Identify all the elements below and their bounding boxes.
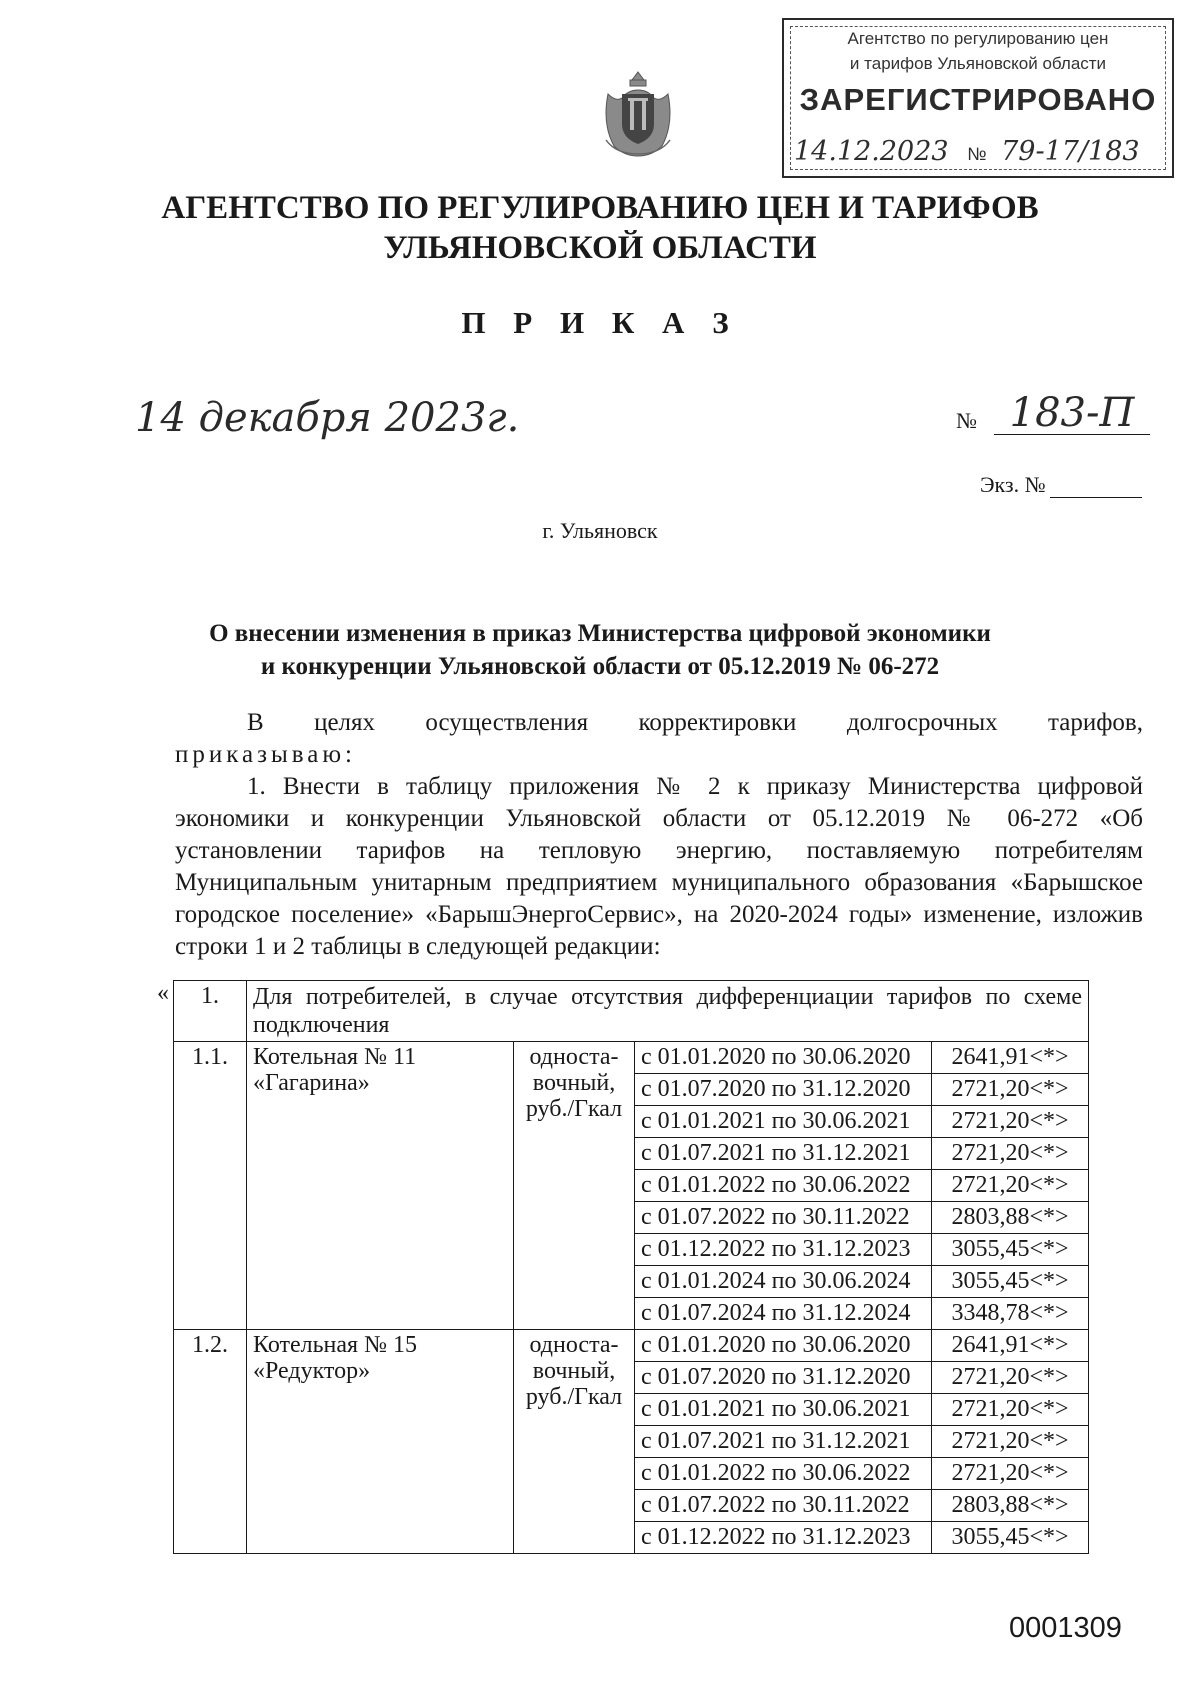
group-number: 1.2.	[174, 1330, 247, 1554]
tariff-unit: односта-вочный, руб./Гкал	[514, 1042, 635, 1330]
boiler-name: Котельная № 11 «Гагарина»	[247, 1042, 514, 1330]
tariff-period: с 01.01.2022 по 30.06.2022	[635, 1170, 932, 1202]
tariff-table	[173, 980, 1089, 1554]
city: г. Ульяновск	[542, 518, 658, 543]
tariff-value: 2721,20<*>	[932, 1074, 1089, 1106]
handwritten-date: 14 декабря 2023г.	[135, 395, 520, 441]
tariff-period: с 01.07.2022 по 30.11.2022	[635, 1202, 932, 1234]
tariff-period: с 01.01.2021 по 30.06.2021	[635, 1394, 932, 1426]
agency-title-line1: АГЕНТСТВО ПО РЕГУЛИРОВАНИЮ ЦЕН И ТАРИФОВ	[161, 190, 1039, 226]
tariff-period: с 01.07.2024 по 31.12.2024	[635, 1298, 932, 1330]
tariff-value: 2641,91<*>	[932, 1330, 1089, 1362]
agency-title	[0, 188, 1200, 268]
tariff-value: 2721,20<*>	[932, 1426, 1089, 1458]
copy-number-label: Экз. №	[980, 472, 1046, 497]
tariff-value: 3055,45<*>	[932, 1234, 1089, 1266]
tariff-value: 2721,20<*>	[932, 1170, 1089, 1202]
order-body	[175, 707, 1143, 963]
coat-of-arms-icon	[600, 70, 676, 158]
body-order-word: приказываю:	[175, 741, 356, 768]
order-number-label: №	[956, 408, 977, 433]
body-intro-line: В целях осуществления корректировки долгосрочных тарифов,	[247, 709, 1143, 736]
stamp-date: 14.12.2023	[794, 136, 949, 167]
tariff-value: 2721,20<*>	[932, 1138, 1089, 1170]
table-row	[174, 981, 1089, 1042]
agency-title-line2: УЛЬЯНОВСКОЙ ОБЛАСТИ	[383, 230, 817, 266]
tariff-value: 3348,78<*>	[932, 1298, 1089, 1330]
tariff-period: с 01.01.2021 по 30.06.2021	[635, 1106, 932, 1138]
tariff-value: 2641,91<*>	[932, 1042, 1089, 1074]
group-number: 1.1.	[174, 1042, 247, 1330]
copy-number-blank	[1050, 477, 1142, 498]
row-description: Для потребителей, в случае отсутствия дифференциации тарифов по схеме подключения	[247, 981, 1089, 1042]
tariff-value: 3055,45<*>	[932, 1522, 1089, 1554]
stamp-handwritten-line	[794, 136, 1140, 167]
tariff-value: 2721,20<*>	[932, 1458, 1089, 1490]
tariff-period: с 01.07.2022 по 30.11.2022	[635, 1490, 932, 1522]
table-row	[174, 1330, 1089, 1362]
stamp-number: 79-17/183	[1001, 136, 1140, 167]
tariff-period: с 01.01.2022 по 30.06.2022	[635, 1458, 932, 1490]
document-serial-number: 0001309	[1009, 1612, 1122, 1644]
tariff-period: с 01.07.2021 по 31.12.2021	[635, 1138, 932, 1170]
subject-line2: и конкуренции Ульяновской области от 05.12.2019 № 06-272	[260, 653, 940, 680]
body-item-1: 1. Внести в таблицу приложения № 2 к приказу Министерства цифровой экономики и конкуренции Ульяновской области от 05.12.2019 № 06-272 «Об установлении тарифов на тепловую энергию, поставляемую потребителям Муниципальным унитарным предприятием муниципального образования «Барышское городское поселение» «БарышЭнергоСервис», на 2020-2024 годы» изменение, изложив строки 1 и 2 таблицы в следующей редакции:	[175, 773, 1143, 960]
tariff-period: с 01.01.2020 по 30.06.2020	[635, 1042, 932, 1074]
stamp-status: ЗАРЕГИСТРИРОВАНО	[799, 82, 1157, 117]
tariff-value: 2721,20<*>	[932, 1394, 1089, 1426]
boiler-name: Котельная № 15 «Редуктор»	[247, 1330, 514, 1554]
tariff-value: 2721,20<*>	[932, 1106, 1089, 1138]
table-row	[174, 1042, 1089, 1074]
tariff-period: с 01.12.2022 по 31.12.2023	[635, 1522, 932, 1554]
tariff-value: 3055,45<*>	[932, 1266, 1089, 1298]
tariff-period: с 01.07.2021 по 31.12.2021	[635, 1426, 932, 1458]
tariff-unit: односта-вочный, руб./Гкал	[514, 1330, 635, 1554]
tariff-value: 2721,20<*>	[932, 1362, 1089, 1394]
row-number: 1.	[174, 981, 247, 1042]
tariff-period: с 01.01.2020 по 30.06.2020	[635, 1330, 932, 1362]
copy-number	[980, 472, 1142, 498]
order-subject	[0, 617, 1200, 683]
subject-line1: О внесении изменения в приказ Министерства цифровой экономики	[209, 620, 991, 647]
tariff-period: с 01.07.2020 по 31.12.2020	[635, 1074, 932, 1106]
tariff-period: с 01.12.2022 по 31.12.2023	[635, 1234, 932, 1266]
handwritten-order-number: 183-П	[994, 392, 1150, 435]
stamp-agency-line1: Агентство по регулированию цен	[847, 29, 1109, 48]
document-type: П Р И К А З	[461, 305, 739, 340]
tariff-period: с 01.07.2020 по 31.12.2020	[635, 1362, 932, 1394]
stamp-number-label: №	[967, 144, 987, 164]
registration-stamp	[782, 18, 1174, 178]
stamp-agency-line2: и тарифов Ульяновской области	[849, 54, 1107, 73]
tariff-period: с 01.01.2024 по 30.06.2024	[635, 1266, 932, 1298]
tariff-value: 2803,88<*>	[932, 1202, 1089, 1234]
table-open-quote: «	[157, 980, 169, 1006]
tariff-value: 2803,88<*>	[932, 1490, 1089, 1522]
